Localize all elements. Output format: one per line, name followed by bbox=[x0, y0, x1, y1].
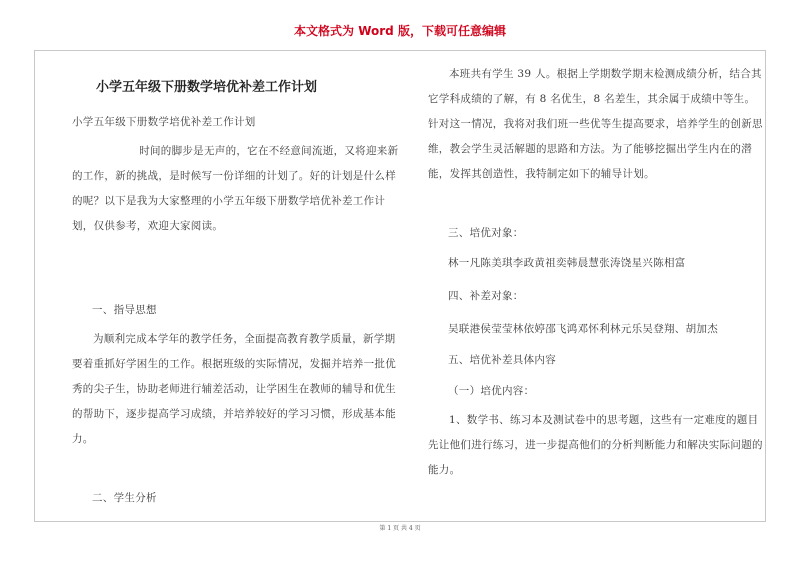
heading-specific-content: 五、培优补差具体内容 bbox=[448, 354, 556, 366]
document-title: 小学五年级下册数学培优补差工作计划 bbox=[96, 80, 318, 95]
weak-students-list: 吴联港侯莹莹林依婷邵飞鸿邓怀利林元乐吴登翔、胡加杰 bbox=[448, 323, 718, 335]
excellent-students-list: 林一凡陈美琪李政黄祖奕韩晨慧张涛饶星兴陈相富 bbox=[448, 257, 686, 269]
paragraph-student-analysis: 本班共有学生 39 人。根据上学期数学期末检测成绩分析，结合其它学科成绩的了解，有 8 名优生，8 名差生，其余属于成绩中等生。针对这一情况，我将对我们班一些优等生提高要求，培养学生的创新思维，教会学生灵活解题的思路和方法。为了能够挖掘出学生内在的潜能，发挥其创造性，我特制定如下的辅导计划。 bbox=[428, 68, 763, 180]
heading-guiding-ideology: 一、指导思想 bbox=[92, 304, 157, 316]
paragraph-training-content: 1、数学书、练习本及测试卷中的思考题，这些有一定难度的题目先让他们进行练习，进一步提高他们的分析判断能力和解决实际问题的能力。 bbox=[428, 414, 763, 476]
page-number: 第 1 页 共 4 页 bbox=[379, 525, 421, 532]
paragraph-guiding-ideology: 为顺利完成本学年的教学任务，全面提高教育教学质量，新学期要着重抓好学困生的工作。根据班级的实际情况，发掘并培养一批优秀的尖子生，协助老师进行辅差活动，让学困生在教师的辅导和优生的帮助下，逐步提高学习成绩，并培养较好的学习习惯，形成基本能力。 bbox=[72, 333, 396, 445]
intro-paragraph: 时间的脚步是无声的，它在不经意间流逝，又将迎来新的工作，新的挑战，是时候写一份详细的计划了。好的计划是什么样的呢？以下是我为大家整理的小学五年级下册数学培优补差工作计划，仅供参考，欢迎大家阅读。 bbox=[72, 145, 399, 232]
subtitle: 小学五年级下册数学培优补差工作计划 bbox=[72, 116, 256, 128]
heading-excellent-students: 三、培优对象： bbox=[448, 227, 524, 239]
heading-weak-students: 四、补差对象： bbox=[448, 290, 524, 302]
heading-student-analysis: 二、学生分析 bbox=[92, 492, 157, 504]
download-banner: 本文格式为 Word 版，下载可任意编辑 bbox=[294, 24, 506, 38]
heading-training-content: （一）培优内容： bbox=[448, 385, 535, 397]
